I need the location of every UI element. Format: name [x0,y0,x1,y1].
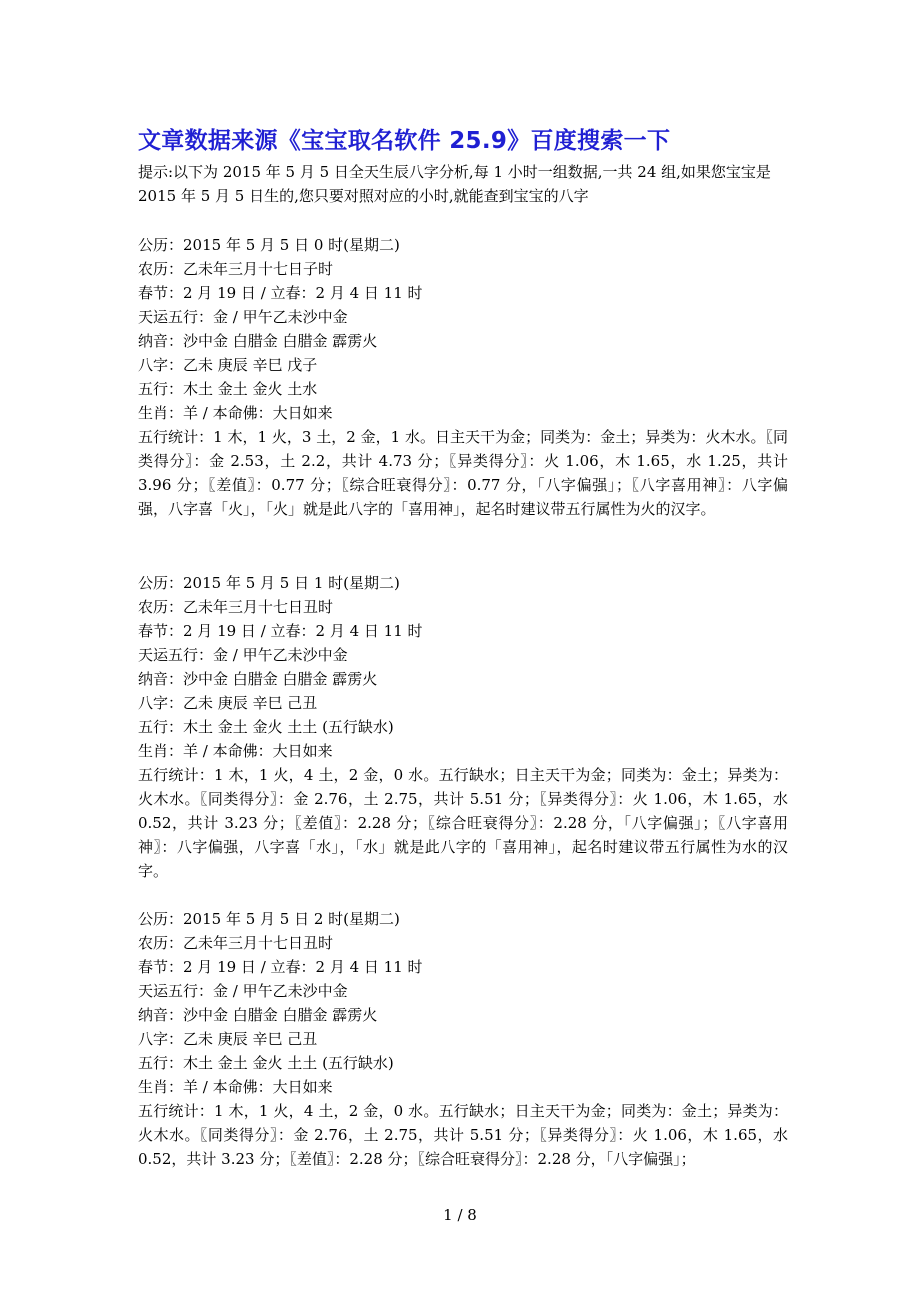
entry-block-0 [138,233,788,521]
nayin: 纳音：沙中金 白腊金 白腊金 霹雳火 [138,670,378,688]
bazi: 八字：乙未 庚辰 辛巳 己丑 [138,1030,318,1048]
zodiac: 生肖：羊 / 本命佛：大日如来 [138,742,333,760]
nayin: 纳音：沙中金 白腊金 白腊金 霹雳火 [138,1006,378,1024]
wuxing: 五行：木土 金土 金火 土土 (五行缺水) [138,1054,394,1072]
wuxing-stats: 五行统计：1 木，1 火，4 土，2 金，0 水。五行缺水；日主天干为金；同类为：金土；异类为：火木水。〖同类得分〗：金 2.76，土 2.75，共计 5.51 分；〖异类得分〗：火 1.06，木 1.65，水 0.52，共计 3.23 分；〖差值〗：2.28 分；〖综合旺衰得分〗：2.28 分，「八字偏强」；〖八字喜用神〗：八字偏强，八字喜「水」，「水」就是此八字的「喜用神」，起名时建议带五行属性为水的汉字。 [138,766,788,880]
document-title: 文章数据来源《宝宝取名软件 25.9》百度搜索一下 [138,128,671,154]
lunar-date: 农历：乙未年三月十七日丑时 [138,598,334,616]
zodiac: 生肖：羊 / 本命佛：大日如来 [138,1078,333,1096]
gregorian-date: 公历：2015 年 5 月 5 日 2 时(星期二) [138,910,400,928]
nayin: 纳音：沙中金 白腊金 白腊金 霹雳火 [138,332,378,350]
intro-paragraph: 提示:以下为 2015 年 5 月 5 日全天生辰八字分析,每 1 小时一组数据,一共 24 组,如果您宝宝是 2015 年 5 月 5 日生的,您只要对照对应的小时,就能查到宝宝的八字 [138,163,771,205]
entry-block-2 [138,907,788,1171]
bazi: 八字：乙未 庚辰 辛巳 己丑 [138,694,318,712]
gregorian-date: 公历：2015 年 5 月 5 日 0 时(星期二) [138,236,400,254]
bazi: 八字：乙未 庚辰 辛巳 戊子 [138,356,318,374]
fortune-element: 天运五行：金 / 甲午乙未沙中金 [138,982,348,1000]
wuxing-stats: 五行统计：1 木，1 火，4 土，2 金，0 水。五行缺水；日主天干为金；同类为：金土；异类为：火木水。〖同类得分〗：金 2.76，土 2.75，共计 5.51 分；〖异类得分〗：火 1.06，木 1.65，水 0.52，共计 3.23 分；〖差值〗：2.28 分；〖综合旺衰得分〗：2.28 分，「八字偏强」； [138,1102,788,1168]
lunar-date: 农历：乙未年三月十七日丑时 [138,934,334,952]
wuxing: 五行：木土 金土 金火 土水 [138,380,318,398]
page-number: 1 / 8 [443,1206,477,1224]
spring-festival: 春节：2 月 19 日 / 立春：2 月 4 日 11 时 [138,958,423,976]
fortune-element: 天运五行：金 / 甲午乙未沙中金 [138,646,348,664]
lunar-date: 农历：乙未年三月十七日子时 [138,260,334,278]
spring-festival: 春节：2 月 19 日 / 立春：2 月 4 日 11 时 [138,284,423,302]
wuxing-stats: 五行统计：1 木，1 火，3 土，2 金，1 水。日主天干为金；同类为：金土；异类为：火木水。〖同类得分〗：金 2.53，土 2.2，共计 4.73 分；〖异类得分〗：火 1.06，木 1.65，水 1.25，共计 3.96 分；〖差值〗：0.77 分；〖综合旺衰得分〗：0.77 分，「八字偏强」；〖八字喜用神〗：八字偏强，八字喜「火」，「火」就是此八字的「喜用神」，起名时建议带五行属性为火的汉字。 [138,428,788,518]
gregorian-date: 公历：2015 年 5 月 5 日 1 时(星期二) [138,574,400,592]
wuxing: 五行：木土 金土 金火 土土 (五行缺水) [138,718,394,736]
entry-block-1 [138,571,788,883]
zodiac: 生肖：羊 / 本命佛：大日如来 [138,404,333,422]
fortune-element: 天运五行：金 / 甲午乙未沙中金 [138,308,348,326]
spring-festival: 春节：2 月 19 日 / 立春：2 月 4 日 11 时 [138,622,423,640]
